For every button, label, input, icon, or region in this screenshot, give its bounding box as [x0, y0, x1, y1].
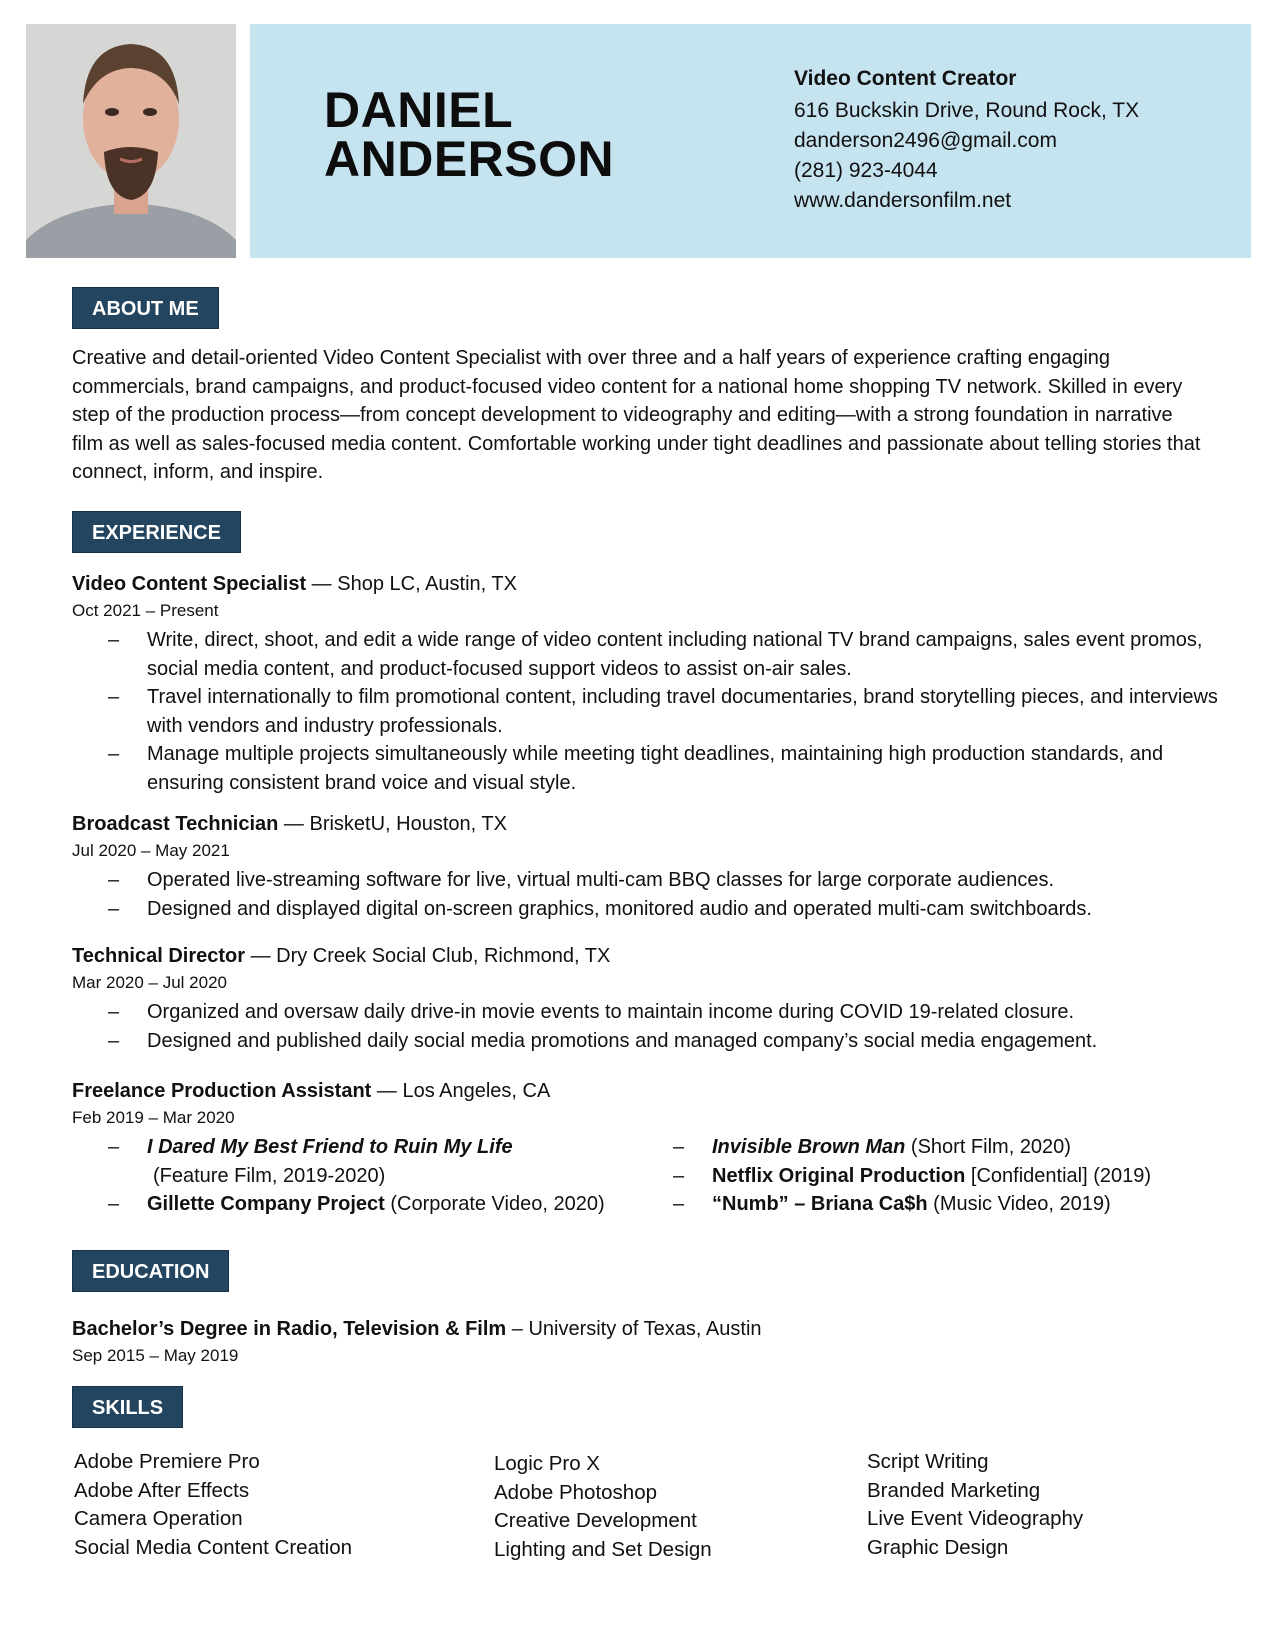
education-entry	[72, 1315, 762, 1371]
credit-item	[637, 1162, 1217, 1191]
skill-item: Lighting and Set Design	[494, 1537, 712, 1561]
job-entry	[72, 942, 1222, 1055]
job-entry	[72, 810, 1222, 923]
email[interactable]: danderson2496@gmail.com	[794, 129, 1057, 152]
job-role: Video Content Creator	[794, 67, 1017, 90]
last-name: ANDERSON	[324, 131, 615, 187]
skill-item: Live Event Videography	[867, 1507, 1084, 1530]
credit-title: Gillette Company Project	[147, 1193, 385, 1215]
skill-item: Adobe After Effects	[74, 1478, 250, 1502]
bullet-item: – Write, direct, shoot, and edit a wide range of video content including national TV brand campaigns, sales event promos, social media content, and product-focused support videos to assist on-air sales.	[72, 626, 1222, 683]
job-entry	[72, 570, 1222, 797]
skills-column-2	[494, 1450, 712, 1564]
credit-detail: (Music Video, 2019)	[927, 1193, 1111, 1215]
credit-item	[637, 1190, 1217, 1219]
job-heading	[72, 1077, 1222, 1105]
job-heading	[72, 810, 1222, 838]
credit-title: Invisible Brown Man	[712, 1136, 906, 1158]
skill-item: Logic Pro X	[494, 1452, 600, 1475]
credit-detail: (Feature Film, 2019-2020)	[153, 1164, 386, 1187]
job-org: — BrisketU, Houston, TX	[278, 813, 507, 835]
bullet-item: – Manage multiple projects simultaneously while meeting tight deadlines, maintaining high production standards, and ensuring consistent brand voice and visual style.	[72, 740, 1222, 797]
job-bullets	[72, 866, 1222, 923]
credit-title: Netflix Original Production	[712, 1164, 966, 1187]
job-dates: Oct 2021 – Present	[72, 601, 219, 620]
profile-photo	[26, 24, 236, 258]
bullet-item: – Operated live-streaming software for live, virtual multi-cam BBQ classes for large corporate audiences.	[72, 866, 1222, 895]
job-bullets	[72, 626, 1222, 797]
education-dates: Sep 2015 – May 2019	[72, 1346, 239, 1365]
bullet-item: – Organized and oversaw daily drive-in movie events to maintain income during COVID 19-related closure.	[72, 998, 1222, 1027]
skill-item: Creative Development	[494, 1509, 697, 1532]
credit-title: “Numb” – Briana Ca$h	[712, 1193, 928, 1215]
job-title: Broadcast Technician	[72, 813, 279, 835]
skill-item: Adobe Photoshop	[494, 1480, 657, 1504]
bullet-item: – Travel internationally to film promotional content, including travel documentaries, brand storytelling pieces, and interviews with vendors and industry professionals.	[72, 683, 1222, 740]
bullet-item: – Designed and published daily social media promotions and managed company’s social media engagement.	[72, 1027, 1222, 1056]
credit-detail: (Short Film, 2020)	[905, 1136, 1071, 1158]
about-text: Creative and detail-oriented Video Content Specialist with over three and a half years of experience crafting engaging commercials, brand campaigns, and product-focused video content for a national home shopping TV network. Skilled in every step of the production process—from concept development to videography and editing—with a strong foundation in narrative film as well as sales-focused media content. Comfortable working under tight deadlines and passionate about telling stories that connect, inform, and inspire.	[72, 347, 1201, 483]
skills-column-3	[867, 1448, 1083, 1562]
credits-left	[72, 1133, 637, 1219]
degree-heading	[72, 1315, 762, 1343]
skills-heading: SKILLS	[72, 1386, 183, 1428]
job-title: Video Content Specialist	[72, 573, 307, 595]
job-title: Freelance Production Assistant	[72, 1080, 372, 1102]
about-heading: ABOUT ME	[72, 287, 219, 329]
job-bullets	[72, 998, 1222, 1055]
skill-item: Graphic Design	[867, 1535, 1009, 1559]
school: – University of Texas, Austin	[506, 1318, 762, 1340]
address: 616 Buckskin Drive, Round Rock, TX	[794, 99, 1140, 122]
skill-item: Branded Marketing	[867, 1478, 1041, 1502]
credit-detail: [Confidential] (2019)	[965, 1164, 1152, 1187]
job-org: — Los Angeles, CA	[371, 1080, 551, 1102]
credit-title: I Dared My Best Friend to Ruin My Life	[147, 1136, 513, 1158]
skill-item: Script Writing	[867, 1450, 989, 1473]
job-dates: Feb 2019 – Mar 2020	[72, 1108, 235, 1127]
skill-item: Adobe Premiere Pro	[74, 1450, 260, 1473]
degree: Bachelor’s Degree in Radio, Television & Film	[72, 1318, 507, 1340]
skill-item: Social Media Content Creation	[74, 1535, 353, 1559]
job-org: — Dry Creek Social Club, Richmond, TX	[245, 945, 611, 967]
credit-item	[72, 1190, 637, 1219]
skill-item: Camera Operation	[74, 1507, 243, 1530]
credits	[72, 1133, 1222, 1219]
job-heading	[72, 942, 1222, 970]
skills-column-1	[74, 1448, 352, 1562]
education-heading: EDUCATION	[72, 1250, 229, 1292]
job-heading	[72, 570, 1222, 598]
website[interactable]: www.dandersonfilm.net	[794, 189, 1012, 212]
job-org: — Shop LC, Austin, TX	[306, 573, 517, 595]
first-name: DANIEL	[324, 82, 514, 138]
full-name	[324, 82, 615, 187]
job-entry	[72, 1077, 1222, 1219]
job-title: Technical Director	[72, 945, 246, 967]
credits-right	[637, 1133, 1217, 1219]
bullet-item: – Designed and displayed digital on-screen graphics, monitored audio and operated multi-cam switchboards.	[72, 895, 1222, 924]
phone[interactable]: (281) 923-4044	[794, 159, 938, 182]
credit-item	[72, 1133, 637, 1190]
credit-detail: (Corporate Video, 2020)	[384, 1193, 605, 1215]
header-band	[250, 24, 1251, 258]
credit-item	[637, 1133, 1217, 1162]
contact-block	[794, 64, 1139, 216]
job-dates: Jul 2020 – May 2021	[72, 841, 230, 860]
job-dates: Mar 2020 – Jul 2020	[72, 973, 227, 992]
experience-heading: EXPERIENCE	[72, 511, 241, 553]
